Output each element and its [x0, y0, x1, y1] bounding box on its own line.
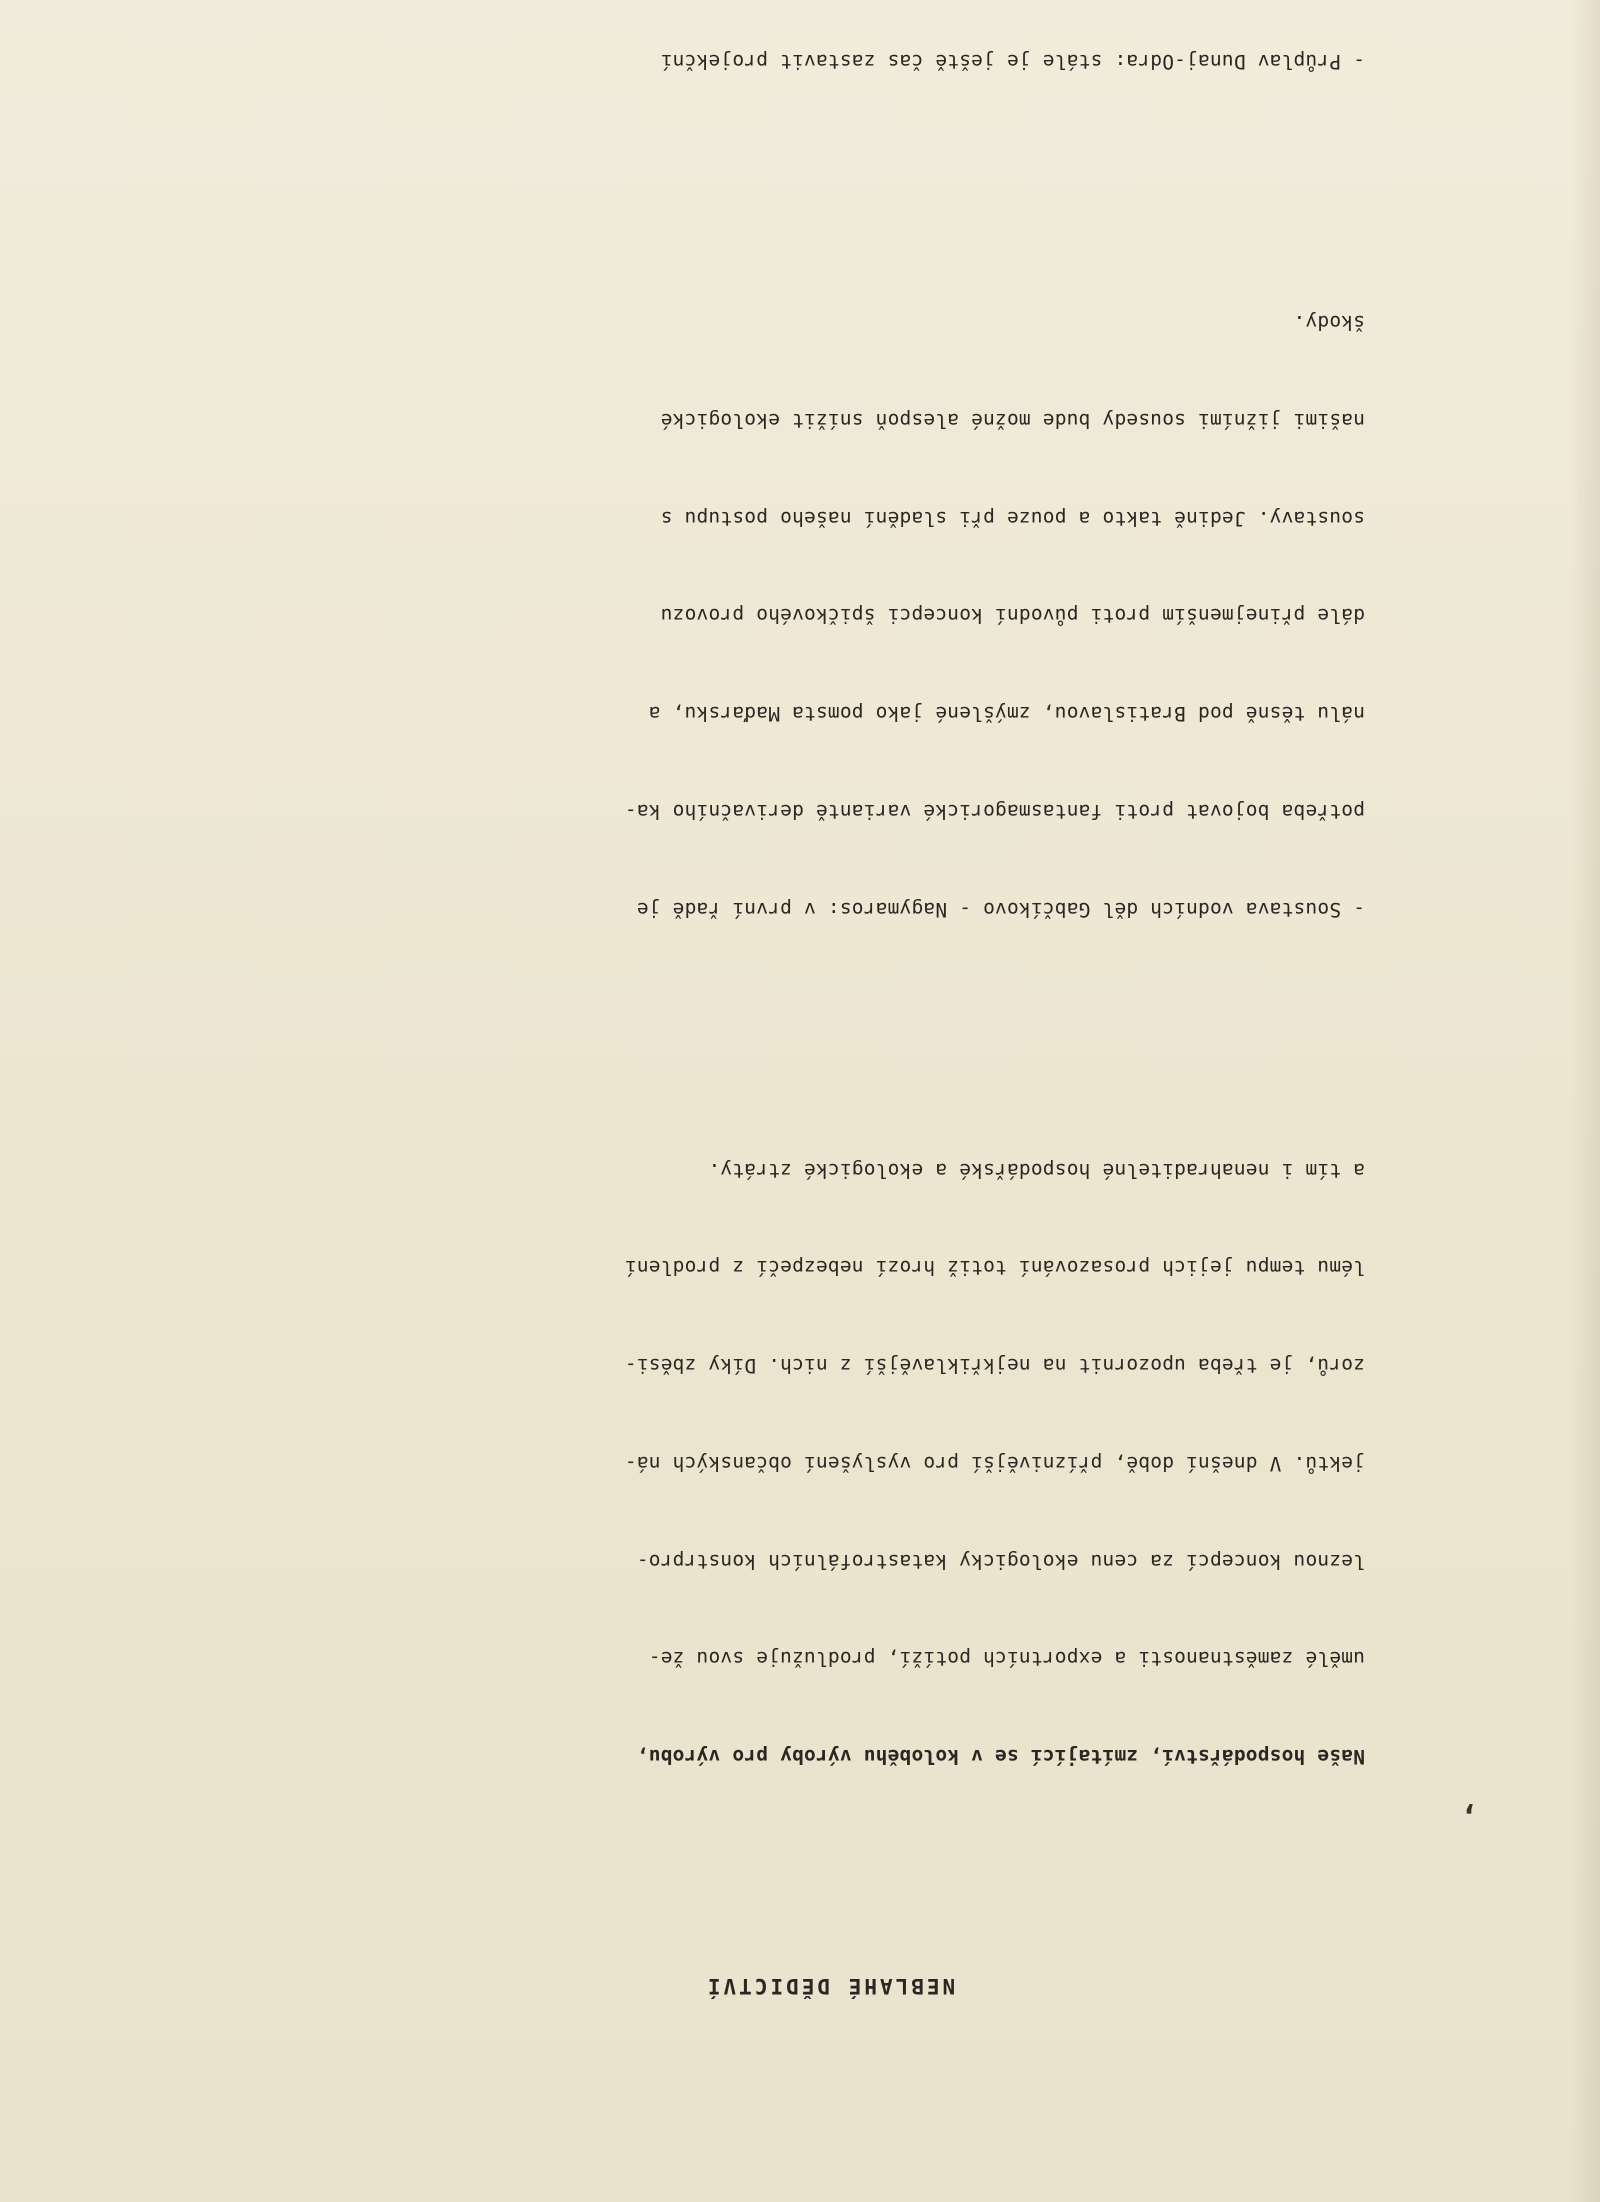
paper-edge-shadow [1570, 0, 1600, 2202]
text-line: dále přinejmenším proti původní koncepci špičkového provozu [660, 604, 1365, 628]
paragraph-pruplav [295, 0, 1365, 143]
text-line: - Průplav Dunaj-Odra: stále je ještě čas zastavit projekční [660, 50, 1365, 74]
text-line: Naše hospodářství, zmítající se v koloběhu výroby pro výrobu, [636, 1745, 1365, 1769]
margin-mark: , [1460, 1800, 1479, 1835]
text-line: lému tempu jejich prosazování totiž hrozí nebezpečí z prodlení [624, 1256, 1365, 1280]
text-line: - Soustava vodních děl Gabčíkovo - Nagymaros: v první řadě je [636, 897, 1365, 921]
text-line: zorů, je třeba upozornit na nejkřiklavější z nich. Díky zběsi- [624, 1354, 1365, 1378]
text-line: soustavy. Jedině takto a pouze při sladění našeho postupu s [660, 506, 1365, 530]
paragraph-intro [295, 1088, 1365, 1838]
text-line: potřeba bojovat proti fantasmagorické variantě derivačního ka- [624, 800, 1365, 824]
text-line: našimi jižními sousedy bude možné alespoň snížit ekologické [660, 408, 1365, 432]
typewritten-text [295, 0, 1365, 2067]
document-title: NEBLAHÉ DĚDICTVÍ [704, 1973, 956, 1998]
text-line: leznou koncepcí za cenu ekologicky katastrofálních konstrpro- [636, 1549, 1365, 1573]
text-line: jektů. V dnešní době, příznivější pro vyslyšení občanských ná- [624, 1451, 1365, 1475]
text-line: škody. [1293, 311, 1365, 335]
paragraph-gabcikovo [295, 240, 1365, 990]
text-line: umělé zaměstnanosti a exportních potíží, prodlužuje svou že- [648, 1647, 1365, 1671]
text-line: nálu těsně pod Bratislavou, zmýšlené jako pomsta Maďarsku, a [648, 702, 1365, 726]
text-line: a tím i nenahraditelné hospodářské a ekologické ztráty. [708, 1158, 1365, 1182]
